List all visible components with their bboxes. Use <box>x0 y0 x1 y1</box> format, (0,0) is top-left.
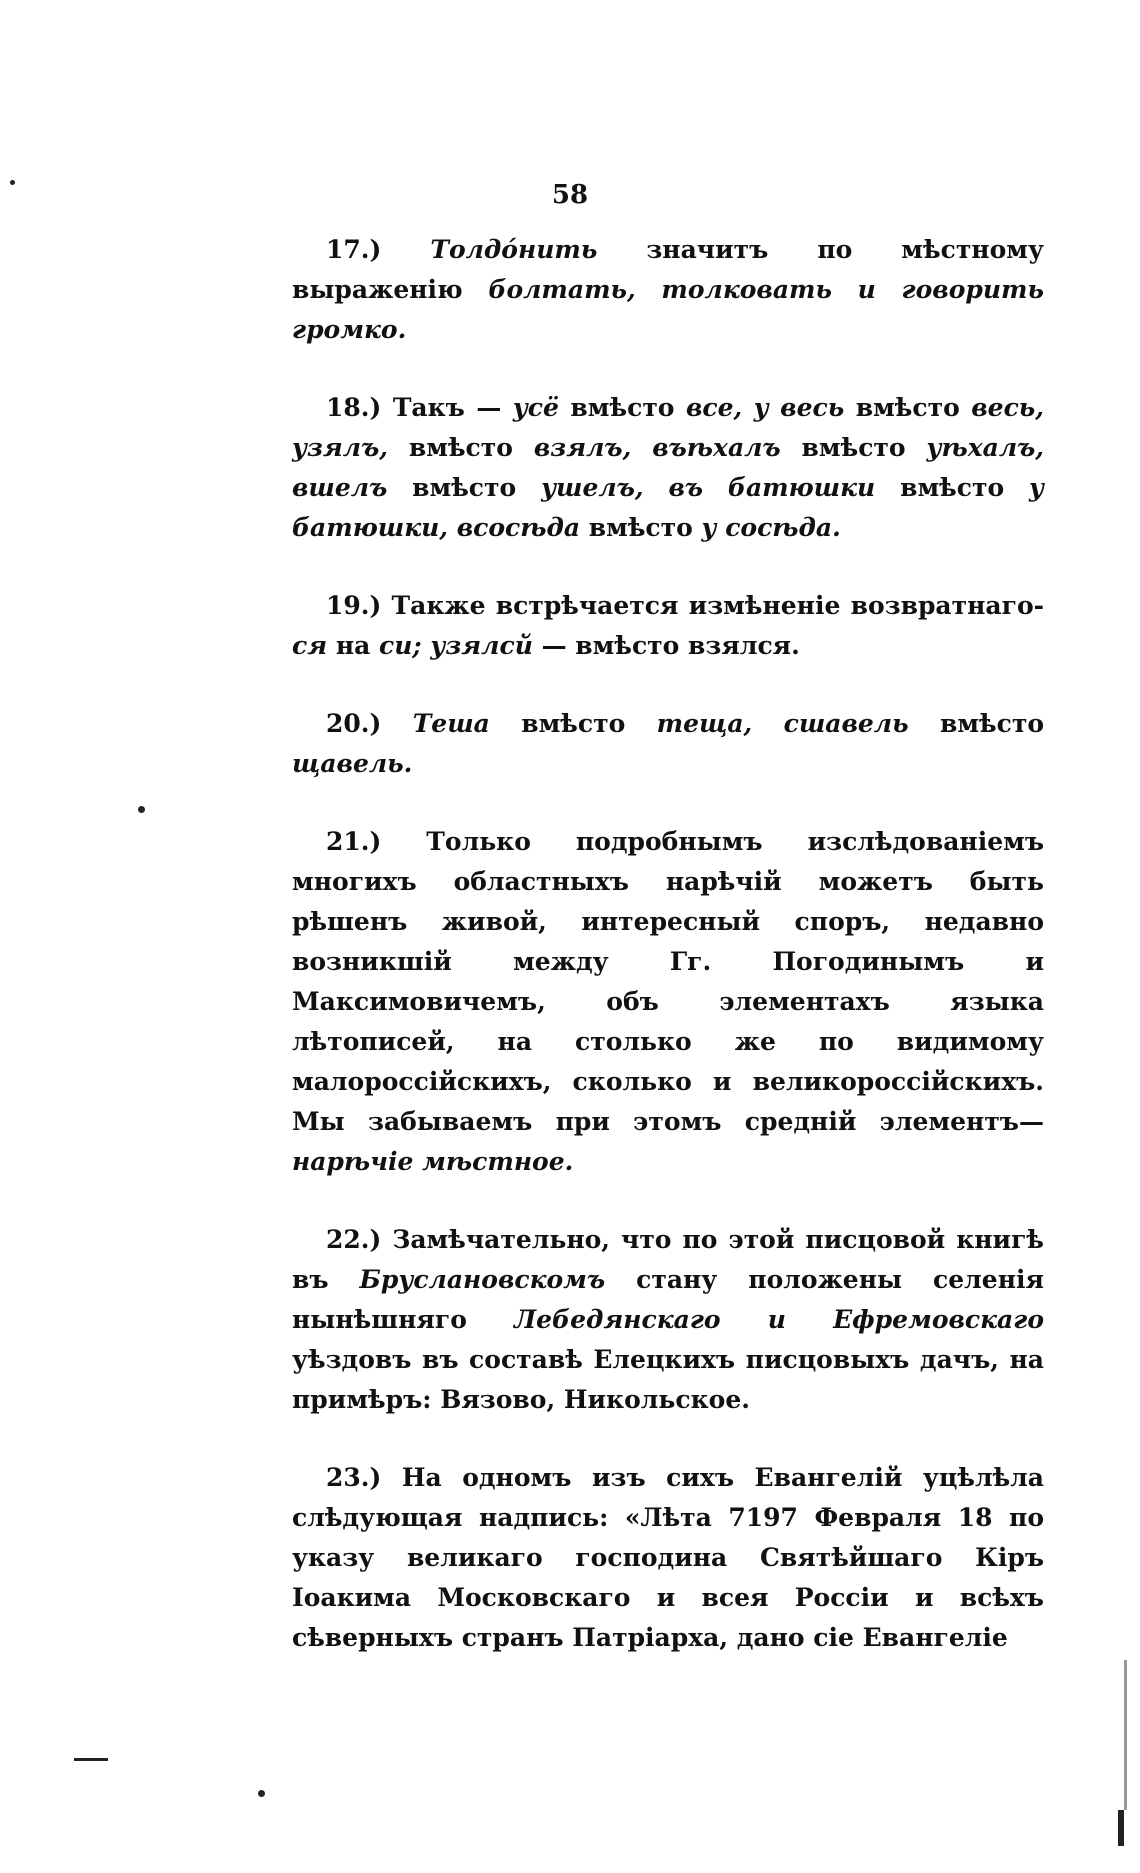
text-run: 23.) На одномъ изъ сихъ Евангелій уцѣлѣла слѣдующая надпись: «Лѣта 7197 Февраля 18 по указу великаго господина Святѣйшаго Кіръ Іоакима Московскаго и всея Россіи и всѣхъ сѣверныхъ странъ Патріарха, дано сіе Евангеліе <box>292 1463 1044 1652</box>
text-run-italic: Теша <box>412 709 490 738</box>
text-run-italic: щавель. <box>292 749 413 778</box>
text-run: вмѣсто <box>558 393 686 422</box>
paragraph-21 <box>292 822 1044 1182</box>
page-number: 58 <box>551 180 589 210</box>
text-run-italic: Брусланoвскомъ <box>359 1265 606 1294</box>
paragraph-20 <box>292 704 1044 784</box>
scan-speck <box>258 1790 265 1797</box>
text-run-italic: все, у весь <box>685 393 845 422</box>
text-run: уѣздовъ въ составѣ Елецкихъ писцовыхъ дачъ, на примѣръ: Вязово, Никольское. <box>292 1345 1044 1414</box>
text-run-italic: у сосѣда. <box>701 513 841 542</box>
text-run-italic: Толдóнить <box>430 235 598 264</box>
scan-speck <box>74 1758 108 1761</box>
scan-speck <box>10 180 15 185</box>
paragraph-18 <box>292 388 1044 548</box>
text-run-italic: болтать, толковать и говорить громко. <box>292 275 1044 344</box>
text-run-italic: си; узялсй <box>379 631 533 660</box>
text-run-italic: уѣхалъ, вшелъ <box>292 433 1044 502</box>
text-run: значитъ по мѣстному выраженію <box>292 235 1044 304</box>
text-run: — вмѣсто взялся. <box>532 631 800 660</box>
paragraph-17 <box>292 230 1044 350</box>
text-run-italic: весь, узялъ, <box>292 393 1045 462</box>
text-run: вмѣсто <box>489 709 657 738</box>
text-run-italic: у батюшки, всосѣда <box>292 473 1044 542</box>
text-run-italic: взялъ, въѣхалъ <box>533 433 781 462</box>
paragraph-23 <box>292 1458 1044 1658</box>
text-run: вмѣсто <box>387 433 534 462</box>
scan-speck <box>1118 1810 1124 1846</box>
text-run-italic: теща, сшавель <box>656 709 909 738</box>
text-run: вмѣсто <box>875 473 1030 502</box>
text-run-italic: усё <box>512 393 559 422</box>
text-run: 20.) <box>326 709 413 738</box>
paragraph-19 <box>292 586 1044 666</box>
text-run: стану положены селенія нынѣшняго <box>292 1265 1044 1334</box>
text-run-italic: ся <box>292 631 328 660</box>
text-run-italic: Лебедянскаго и Ефремовскаго <box>514 1305 1044 1334</box>
text-run: 21.) Только подробнымъ изслѣдованіемъ многихъ областныхъ нарѣчій можетъ быть рѣшенъ живой, интересный споръ, недавно возникшій между Гг. Погодинымъ и Максимовичемъ, объ элементахъ языка лѣтописей, на столько же по видимому малороссійскихъ, сколько и великороссійскихъ. Мы забываемъ при этомъ средній элементъ— <box>292 827 1044 1136</box>
scan-speck <box>1124 1660 1127 1810</box>
text-run: 19.) Также встрѣчается измѣненіе возвратнаго- <box>326 591 1044 620</box>
text-run: 17.) <box>326 235 431 264</box>
scan-speck <box>138 806 145 813</box>
text-run: на <box>327 631 380 660</box>
text-run: вмѣсто <box>908 709 1045 738</box>
text-run: вмѣсто <box>780 433 927 462</box>
text-run-italic: ушелъ, въ батюшки <box>541 473 876 502</box>
text-run-italic: нарѣчіе мѣстное. <box>292 1147 574 1176</box>
text-run: вмѣсто <box>844 393 972 422</box>
text-run: вмѣсто <box>387 473 542 502</box>
text-run: вмѣсто <box>580 513 702 542</box>
text-run: 22.) Замѣчательно, что по этой писцовой книгѣ въ <box>292 1225 1044 1294</box>
paragraph-22 <box>292 1220 1044 1420</box>
text-run: 18.) Такъ — <box>326 393 513 422</box>
text-body <box>292 230 1044 1696</box>
